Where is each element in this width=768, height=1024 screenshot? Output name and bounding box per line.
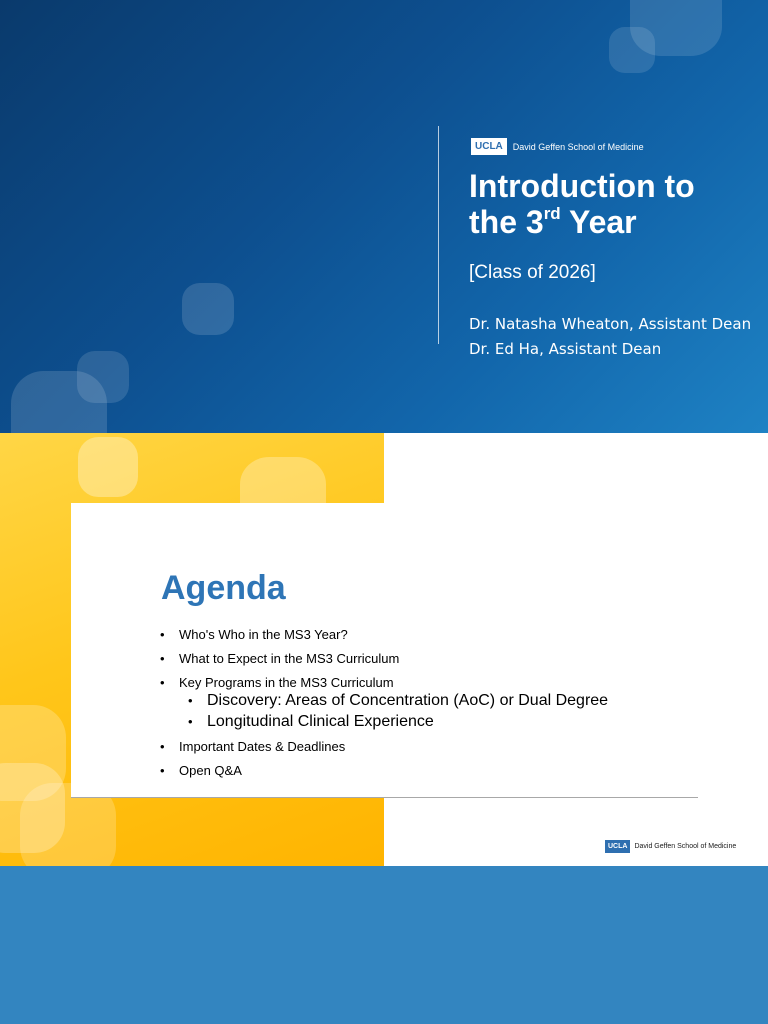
agenda-subitem [160,712,608,732]
presenter-name: Dr. Ed Ha, Assistant Dean [469,340,662,358]
agenda-item [160,739,608,755]
ucla-footer-logo [605,840,736,853]
ucla-logo-mark: UCLA [605,840,630,853]
title-superscript: rd [543,204,561,223]
ucla-logo [471,138,644,155]
slide-title [469,168,759,240]
decorative-hexagon [182,283,234,335]
agenda-item-text: What to Expect in the MS3 Curriculum [179,651,400,666]
agenda-item-text: Open Q&A [179,763,242,778]
agenda-item-text: Key Programs in the MS3 Curriculum [179,675,394,690]
bullet-icon: • [188,693,193,708]
agenda-item [160,651,608,667]
agenda-heading: Agenda [161,569,286,607]
agenda-item [160,763,608,779]
agenda-list [160,627,608,787]
bullet-icon: • [188,714,193,729]
bullet-icon: • [160,675,165,690]
decorative-hexagon [11,371,107,433]
agenda-subitem-text: Discovery: Areas of Concentration (AoC) or Dual Degree [207,692,609,709]
title-text-part: the 3 [469,204,544,240]
agenda-subitem-text: Longitudinal Clinical Experience [207,713,434,730]
ucla-logo-name: David Geffen School of Medicine [512,141,644,152]
slide-subtitle: [Class of 2026] [469,262,596,283]
agenda-subitem [160,691,608,711]
decorative-hexagon [609,27,655,73]
agenda-item-text: Important Dates & Deadlines [179,739,346,754]
agenda-bottom-rule [71,797,698,798]
bullet-icon: • [160,627,165,642]
slide-title-line1: Introduction to [469,168,695,204]
decorative-hexagon [78,437,138,497]
slide-title-line2 [469,204,759,240]
presenter-name: Dr. Natasha Wheaton, Assistant Dean [469,315,752,333]
bullet-icon: • [160,763,165,778]
ucla-logo-mark: UCLA [471,138,507,155]
bullet-icon: • [160,739,165,754]
agenda-item [160,627,608,643]
ucla-logo-name: David Geffen School of Medicine [634,843,737,850]
title-text-part: Year [560,204,637,240]
agenda-slide [0,433,768,866]
title-slide [0,0,768,433]
presenter-list [469,316,759,366]
agenda-item [160,675,608,691]
title-divider-line [438,126,439,344]
bullet-icon: • [160,651,165,666]
agenda-item-text: Who's Who in the MS3 Year? [179,627,348,642]
